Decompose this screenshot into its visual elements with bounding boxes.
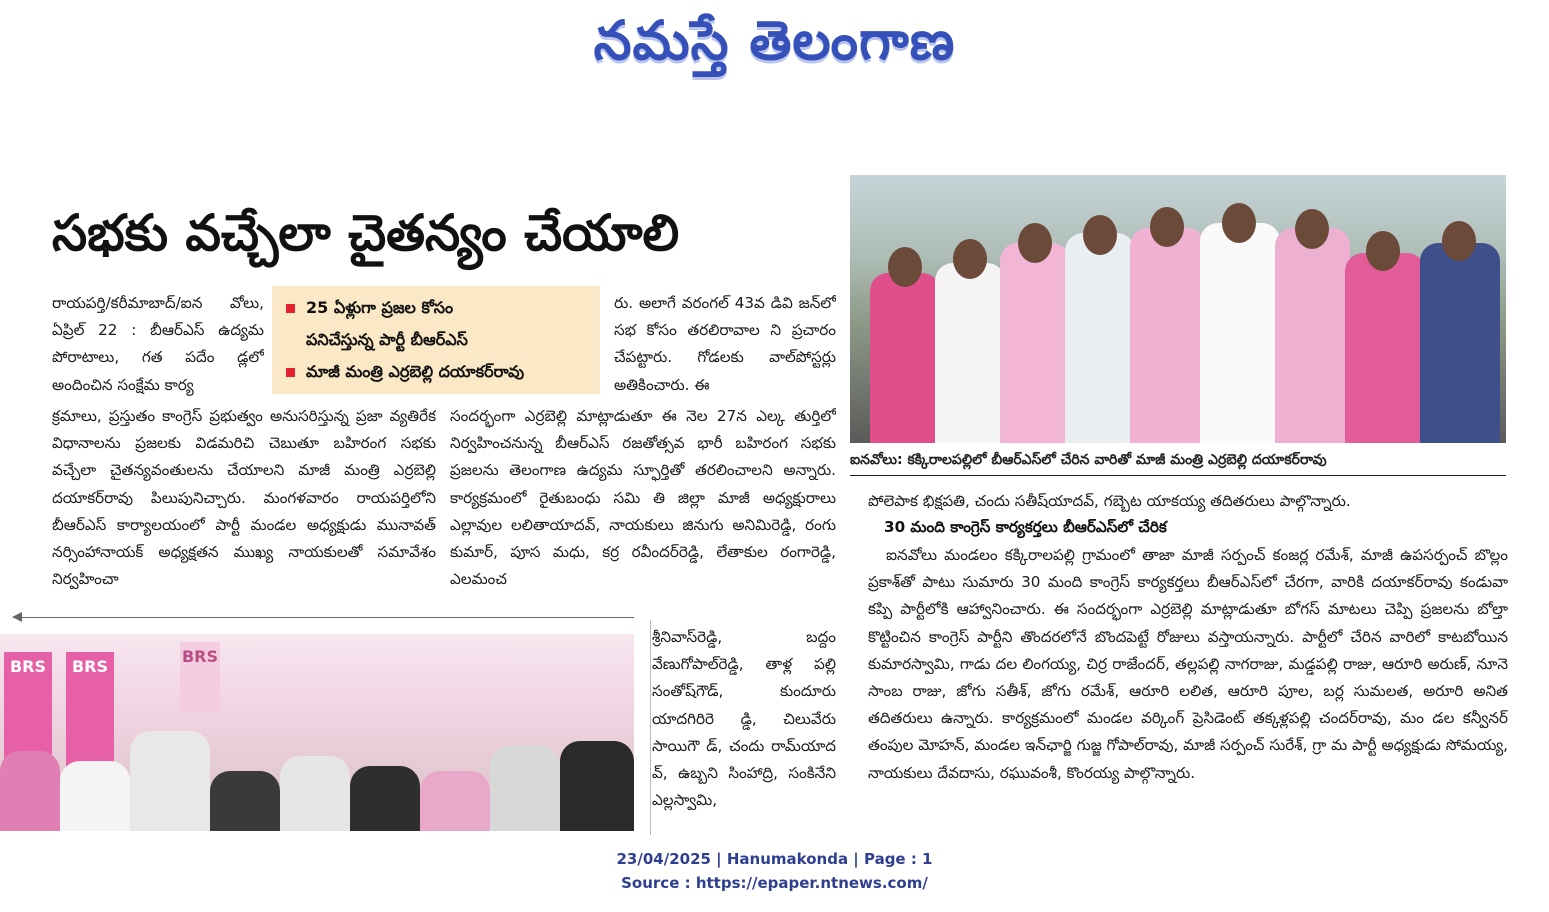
right-col-para1-text: పోలెపాక భిక్షపతి, చందు సతీష్‌యాదవ్, గబ్బెట యాకయ్య తదితరులు పాల్గొన్నారు. — [868, 492, 1351, 510]
article-col3-narrow — [652, 624, 836, 832]
crowd-figure — [490, 746, 560, 831]
footer-date-line: 23/04/2025 | Hanumakonda | Page : 1 — [616, 850, 933, 868]
footer-source-line: Source : https://epaper.ntnews.com/ — [621, 874, 928, 892]
crowd-figure — [420, 771, 490, 831]
person-figure — [1065, 233, 1135, 443]
article-col2-lower — [450, 403, 836, 595]
brs-banner-text: BRS — [71, 657, 109, 676]
person-figure — [1200, 223, 1280, 443]
brs-banner — [180, 642, 220, 712]
article-col3-narrow-text: శ్రీనివాస్‌రెడ్డి, బద్దం వేణుగోపాల్‌రెడ్డి, తాళ్ల పల్లి సంతోష్‌గౌడ్, కుందూరు యాదగిరిరె డ్డి, చిలువేరు సాయిగౌ డ్, చందు రామ్‌యాద వ్, ఉబ్బని సింహాద్రి, సంకినేని ఎల్లస్వామి, — [652, 628, 836, 810]
crowd-figure — [0, 751, 60, 831]
person-figure — [1000, 243, 1070, 443]
arrow-left-icon — [12, 612, 22, 622]
right-col-para1 — [868, 488, 1508, 515]
newspaper-masthead: నమస్తే తెలంగాణ — [593, 9, 956, 72]
article-col1-top-text: రాయపర్తి/కరీమాబాద్/ఐన వోలు, ఏప్రిల్ 22 : బీఆర్‌ఎస్ ఉద్యమ పోరాటాలు, గత పదేం డ్లలో అందించిన సంక్షేమ కార్య — [52, 294, 264, 394]
person-head — [1018, 223, 1052, 263]
highlight-item — [280, 356, 592, 388]
person-head — [1150, 207, 1184, 247]
person-figure — [1345, 253, 1425, 443]
person-head — [1295, 209, 1329, 249]
article-col2-lower-text: సందర్భంగా ఎర్రబెల్లి మాట్లాడుతూ ఈ నెల 27న ఎల్క తుర్తిలో నిర్వహించనున్న బీఆర్‌ఎస్ రజతోత్సవ భారీ బహిరంగ సభకు ప్రజలను తెలంగాణ ఉద్యమ స్ఫూర్తితో తరలించాలని అన్నారు. కార్యక్రమంలో రైతుబంధు సమి తి జిల్లా మాజీ అధ్యక్షురాలు ఎల్లావుల లలితాయాదవ్, నాయకులు జినుగు అనిమిరెడ్డి, రంగు కుమార్, పూస మధు, కర్ర రవీందర్‌రెడ్డి, లేతాకుల రంగారెడ్డి, ఎలమంచ — [450, 407, 836, 589]
person-figure — [935, 263, 1005, 443]
article-headline: సభకు వచ్చేలా చైతన్యం చేయాలి — [52, 204, 680, 262]
right-col-subheading: 30 మంది కాంగ్రెస్ కార్యకర్తలు బీఆర్‌ఎస్‌లో చేరిక — [884, 518, 1167, 536]
brs-banner-text: BRS — [181, 647, 219, 666]
brs-banner-text: BRS — [9, 657, 47, 676]
right-col-para2-text: ఐనవోలు మండలం కక్కిరాలపల్లి గ్రామంలో తాజా మాజీ సర్పంచ్ కంజర్ల రమేశ్, మాజీ ఉపసర్పంచ్ బొల్లం ప్రకాశ్‌తో పాటు సుమారు 30 మంది కాంగ్రెస్ కార్యకర్తలు బీఆర్‌ఎస్‌లో చేరగా, వారికి దయాకర్‌రావు కండువా కప్పి పార్టీలోకి ఆహ్వానించారు. ఈ సందర్భంగా ఎర్రబెల్లి మాట్లాడుతూ బోగస్ మాటలు చెప్పి ప్రజలను బోల్తా కొట్టించిన కాంగ్రెస్ పార్టీని తొందరలోనే బొందపెట్టే రోజులు వస్తాయన్నారు. పార్టీలో చేరిన వారిలో కాటబోయిన కుమారస్వామి, గాడు దల లింగయ్య, చిర్ర రాజేందర్, తల్లపల్లి నాగరాజు, మడ్డపల్లి రాజు, ఆరూరి అరుణ్, నూనె సాంబ రాజు, జోగు సతీశ్, జోగు రమేశ్, ఆరూరి లలిత, ఆరూరి పూల, బర్ల సుమలత, అరూరి అనిత తదితరులు ఉన్నారు. కార్యక్రమంలో మండల వర్కింగ్ ప్రెసిడెంట్ తక్కళ్లపల్లి చందర్‌రావు, మం డల కన్వీనర్ తంపుల మోహన్, మండల ఇన్‌ఛార్జి గుజ్జ గోపాల్‌రావు, మాజీ సర్పంచ్ సురేశ్, గ్రా మ పార్టీ అధ్యక్షుడు సోమయ్య, నాయకులు దేవదాసు, రఘువంశీ, కొంరయ్య పాల్గొన్నారు. — [868, 546, 1508, 782]
article-col2-top-text: రు. అలాగే వరంగల్ 43వ డివి జన్‌లో సభ కోసం తరలిరావాల ని ప్రచారం చేపట్టారు. గోడలకు వాల్‌పోస్టర్లు అతికించారు. ఈ — [614, 294, 836, 394]
person-head — [1222, 203, 1256, 243]
person-head — [888, 247, 922, 287]
photo-caption: ఐనవోలు: కక్కిరాలపల్లిలో బీఆర్‌ఎస్‌లో చేరిన వారితో మాజీ మంత్రి ఎర్రబెల్లి దయాకర్‌రావు — [850, 452, 1327, 468]
highlight-item — [280, 292, 592, 324]
crowd-figure — [60, 761, 130, 831]
continuation-line — [20, 617, 634, 618]
person-figure — [1420, 243, 1500, 443]
person-figure — [1275, 228, 1350, 443]
person-head — [1083, 215, 1117, 255]
highlight-item-text: పనిచేస్తున్న పార్టీ బీఆర్‌ఎస్ — [306, 330, 468, 349]
person-head — [1442, 221, 1476, 261]
person-head — [1366, 231, 1400, 271]
caption-rule — [850, 475, 1506, 476]
meeting-photo — [0, 634, 634, 831]
bullet-square-icon — [286, 368, 295, 377]
article-col2-top — [614, 290, 836, 402]
highlight-item-text: మాజీ మంత్రి ఎర్రబెల్లి దయాకర్‌రావు — [306, 362, 525, 381]
article-col1-lower-text: క్రమాలు, ప్రస్తుతం కాంగ్రెస్ ప్రభుత్వం అనుసరిస్తున్న ప్రజా వ్యతిరేక విధానాలను ప్రజలకు విడమరిచి చెబుతూ బహిరంగ సభకు వచ్చేలా చైతన్యవంతులను చేయాలని మాజీ మంత్రి ఎర్రబెల్లి దయాకర్‌రావు పిలుపునిచ్చారు. మంగళవారం రాయపర్తిలోని బీఆర్‌ఎస్ కార్యాలయంలో పార్టీ మండల అధ్యక్షుడు మునావత్ నర్సింహానాయక్ అధ్యక్షతన ముఖ్య నాయకులతో సమావేశం నిర్వహించా — [52, 407, 436, 589]
bullet-square-icon — [286, 304, 295, 313]
brs-banner — [66, 652, 114, 772]
highlight-item-text: 25 ఏళ్లుగా ప్రజల కోసం — [306, 298, 454, 317]
right-col-para2 — [868, 542, 1508, 828]
crowd-figure — [560, 741, 634, 831]
article-col1-top — [52, 290, 264, 402]
crowd-figure — [350, 766, 420, 831]
person-figure — [870, 273, 940, 443]
highlight-box — [272, 286, 600, 394]
person-head — [953, 239, 987, 279]
crowd-figure — [280, 756, 350, 831]
crowd-figure — [210, 771, 280, 831]
joining-photo — [850, 175, 1506, 443]
article-col1-lower — [52, 403, 436, 595]
highlight-item — [280, 324, 592, 356]
column-divider — [650, 620, 651, 835]
person-figure — [1130, 228, 1205, 443]
crowd-figure — [130, 731, 210, 831]
